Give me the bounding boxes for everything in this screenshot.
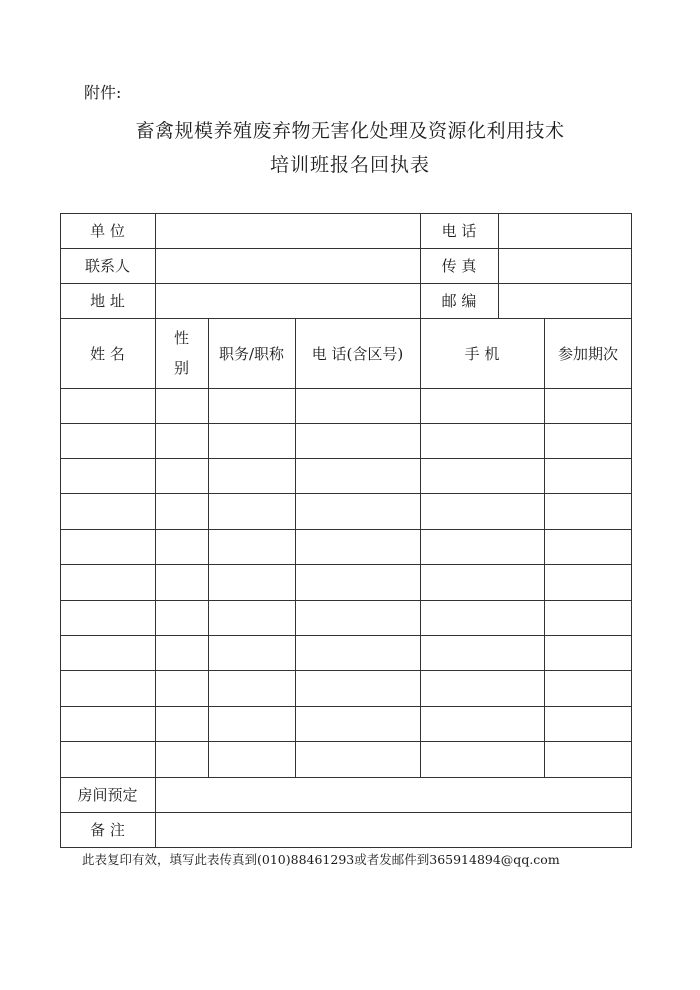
postcode-label: 邮 编 — [441, 292, 477, 310]
form-title-line2: 培训班报名回执表 — [269, 154, 430, 176]
fax-label: 传 真 — [441, 257, 477, 275]
column-header-session: 参加期次 — [557, 344, 618, 363]
column-header-mobile: 手 机 — [464, 344, 500, 363]
participant-row[interactable] — [61, 742, 631, 777]
column-header-gender — [155, 318, 208, 388]
room-reservation-label: 房间预定 — [77, 786, 138, 804]
address-field[interactable] — [156, 284, 420, 318]
participant-row[interactable] — [61, 565, 631, 600]
gender-header-top: 性 — [173, 329, 189, 347]
unit-field[interactable] — [156, 214, 420, 248]
footer-note: 此表复印有效，填写此表传真到(010)88461293或者发邮件到365914894@qq.com — [82, 852, 560, 867]
attachment-label: 附件: — [84, 83, 122, 102]
participant-row[interactable] — [61, 459, 631, 493]
participant-row[interactable] — [61, 671, 631, 706]
registration-form-table — [60, 213, 632, 848]
participant-row[interactable] — [61, 530, 631, 564]
participant-row[interactable] — [61, 494, 631, 529]
fax-field[interactable] — [499, 249, 631, 283]
participant-row[interactable] — [61, 601, 631, 635]
gender-header-bottom: 别 — [173, 359, 189, 377]
contact-person-field[interactable] — [156, 249, 420, 283]
remarks-label: 备 注 — [90, 821, 125, 839]
address-label: 地 址 — [90, 292, 125, 310]
column-header-phone: 电 话(含区号) — [311, 344, 404, 363]
participant-row[interactable] — [61, 424, 631, 458]
form-title-line1: 畜禽规模养殖废弃物无害化处理及资源化利用技术 — [135, 120, 565, 142]
postcode-field[interactable] — [499, 284, 631, 318]
room-reservation-field[interactable] — [156, 778, 631, 812]
table-border-bottom — [60, 847, 632, 848]
column-header-position: 职务/职称 — [218, 344, 285, 363]
table-border-right — [631, 213, 632, 848]
participant-row[interactable] — [61, 389, 631, 423]
remarks-field[interactable] — [156, 813, 631, 847]
contact-person-label: 联系人 — [84, 257, 130, 275]
unit-label: 单 位 — [90, 222, 125, 240]
participant-row[interactable] — [61, 707, 631, 741]
participant-row[interactable] — [61, 636, 631, 670]
column-header-name: 姓 名 — [90, 344, 125, 363]
phone-field[interactable] — [499, 214, 631, 248]
phone-label: 电 话 — [441, 222, 477, 240]
